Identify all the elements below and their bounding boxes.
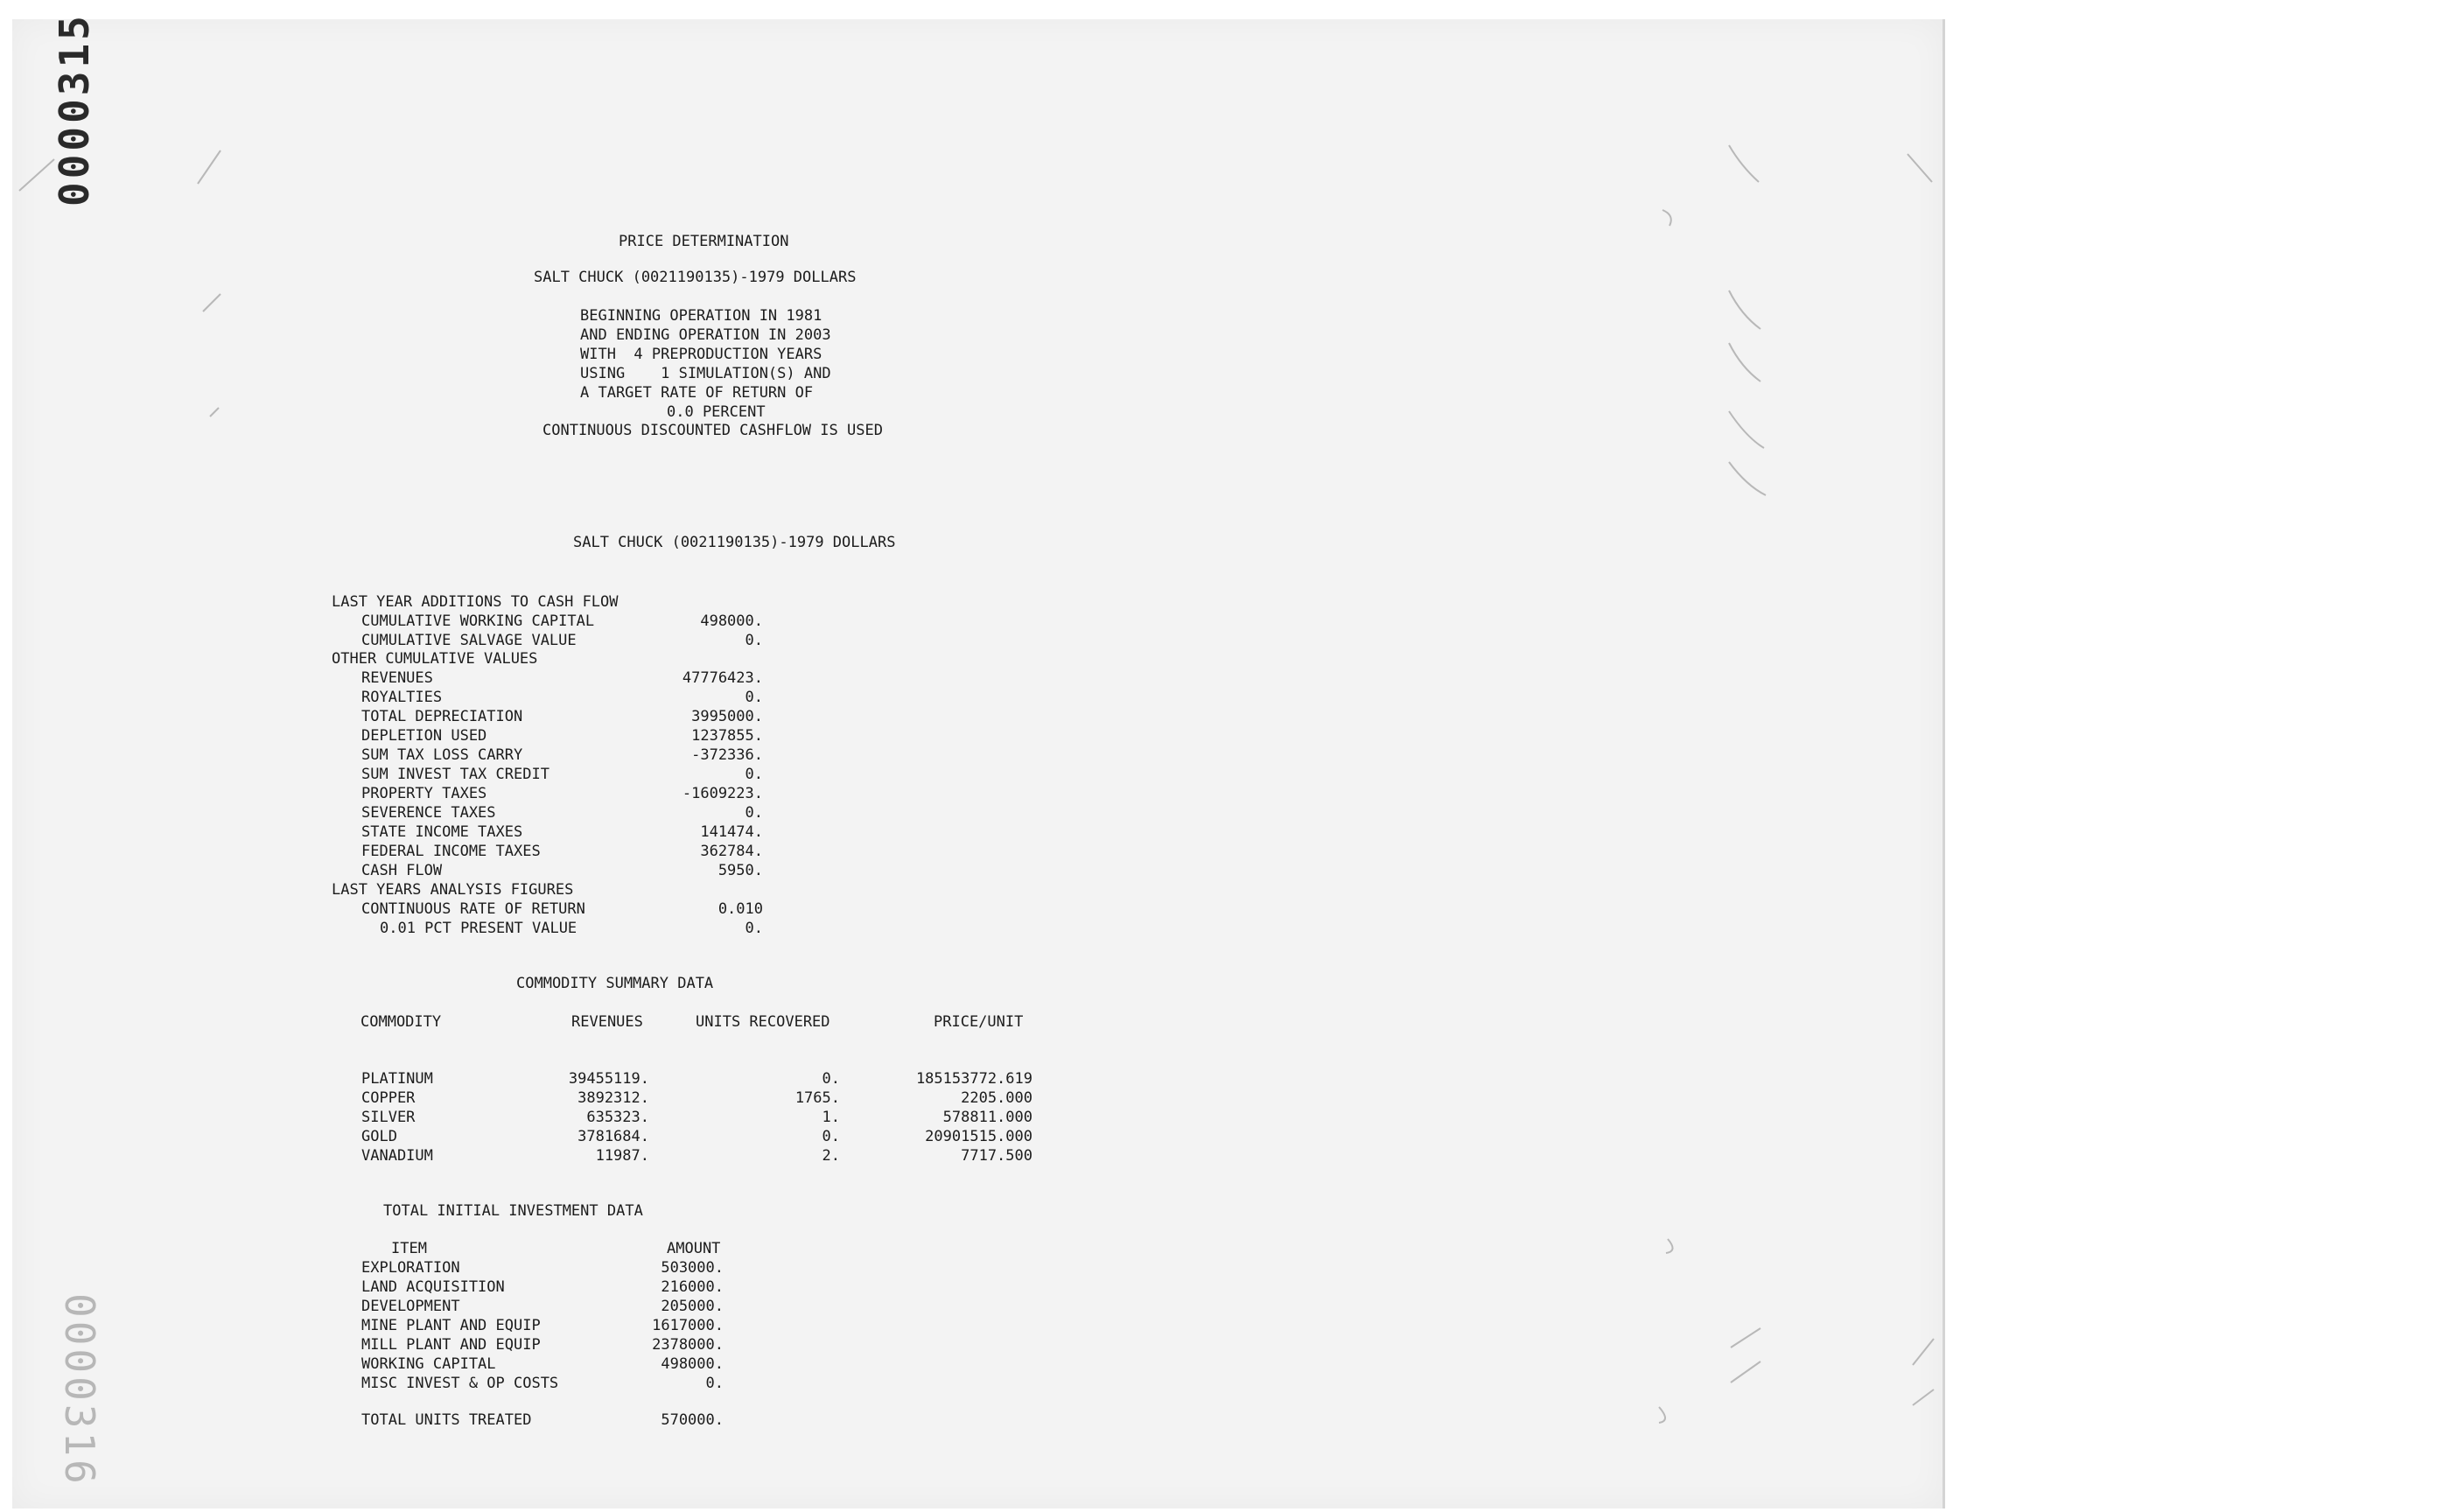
commodity-cell: PLATINUM: [361, 1070, 433, 1088]
investment-header: AMOUNT: [667, 1240, 721, 1257]
summary-label: PROPERTY TAXES: [361, 785, 487, 802]
investment-amount: 216000.: [661, 1278, 724, 1296]
commodity-title: COMMODITY SUMMARY DATA: [516, 975, 714, 992]
investment-item: WORKING CAPITAL: [361, 1355, 496, 1373]
commodity-cell: 2.: [822, 1147, 840, 1165]
commodity-cell: 11987.: [595, 1147, 649, 1165]
investment-amount: 1617000.: [652, 1317, 724, 1334]
commodity-cell: 185153772.619: [915, 1070, 1032, 1088]
commodity-cell: 39455119.: [568, 1070, 649, 1088]
summary-value: -372336.: [691, 746, 763, 764]
page-stamp-top: 0000315: [51, 12, 98, 206]
param-line: BEGINNING OPERATION IN 1981: [580, 307, 822, 325]
commodity-header: UNITS RECOVERED: [696, 1013, 830, 1031]
summary-label: ROYALTIES: [361, 689, 443, 706]
investment-amount: 205000.: [661, 1298, 724, 1315]
commodity-cell: 7717.500: [961, 1147, 1032, 1165]
summary-label: FEDERAL INCOME TAXES: [361, 843, 541, 860]
investment-amount: 0.: [705, 1375, 724, 1392]
summary-value: 141474.: [700, 823, 763, 841]
summary-label: CUMULATIVE SALVAGE VALUE: [361, 632, 577, 649]
param-line: A TARGET RATE OF RETURN OF: [580, 384, 814, 402]
summary-label: SEVERENCE TAXES: [361, 804, 496, 822]
summary-value: 362784.: [700, 843, 763, 860]
investment-item: MINE PLANT AND EQUIP: [361, 1317, 541, 1334]
summary-value: 3995000.: [691, 708, 763, 725]
summary-title: SALT CHUCK (0021190135)-1979 DOLLARS: [573, 534, 896, 551]
commodity-cell: GOLD: [361, 1128, 397, 1145]
commodity-cell: 3781684.: [578, 1128, 649, 1145]
investment-item: DEVELOPMENT: [361, 1298, 460, 1315]
param-line: WITH 4 PREPRODUCTION YEARS: [580, 346, 822, 363]
commodity-cell: 2205.000: [961, 1089, 1032, 1107]
summary-value: 5950.: [718, 862, 763, 879]
param-line: CONTINUOUS DISCOUNTED CASHFLOW IS USED: [542, 422, 883, 439]
summary-value: 0.: [745, 766, 763, 783]
summary-label: SUM INVEST TAX CREDIT: [361, 766, 550, 783]
summary-label: DEPLETION USED: [361, 727, 487, 745]
investment-item: MISC INVEST & OP COSTS: [361, 1375, 559, 1392]
commodity-cell: 0.: [822, 1128, 840, 1145]
investment-item: EXPLORATION: [361, 1259, 460, 1277]
commodity-cell: 635323.: [586, 1109, 649, 1126]
commodity-cell: 578811.000: [942, 1109, 1032, 1126]
summary-value: 0.: [745, 632, 763, 649]
summary-value: -1609223.: [682, 785, 763, 802]
commodity-cell: 1.: [822, 1109, 840, 1126]
summary-label: OTHER CUMULATIVE VALUES: [332, 650, 538, 668]
summary-value: 498000.: [700, 612, 763, 630]
summary-label: REVENUES: [361, 669, 433, 687]
commodity-cell: 3892312.: [578, 1089, 649, 1107]
total-units-label: TOTAL UNITS TREATED: [361, 1411, 532, 1429]
investment-header: ITEM: [391, 1240, 427, 1257]
summary-label: LAST YEAR ADDITIONS TO CASH FLOW: [332, 593, 619, 611]
commodity-cell: VANADIUM: [361, 1147, 433, 1165]
summary-label: STATE INCOME TAXES: [361, 823, 523, 841]
investment-item: MILL PLANT AND EQUIP: [361, 1336, 541, 1354]
commodity-header: PRICE/UNIT: [934, 1013, 1024, 1031]
summary-value: 0.: [745, 689, 763, 706]
investment-amount: 503000.: [661, 1259, 724, 1277]
investment-amount: 498000.: [661, 1355, 724, 1373]
summary-label: TOTAL DEPRECIATION: [361, 708, 523, 725]
summary-value: 47776423.: [682, 669, 763, 687]
commodity-cell: 20901515.000: [925, 1128, 1032, 1145]
page-stamp-bottom: 0000316: [56, 1293, 103, 1488]
param-line: USING 1 SIMULATION(S) AND: [580, 365, 831, 382]
investment-amount: 2378000.: [652, 1336, 724, 1354]
commodity-cell: 1765.: [794, 1089, 840, 1107]
summary-value: 0.: [745, 920, 763, 937]
summary-label: SUM TAX LOSS CARRY: [361, 746, 523, 764]
commodity-cell: SILVER: [361, 1109, 416, 1126]
commodity-header: REVENUES: [571, 1013, 643, 1031]
commodity-cell: 0.: [822, 1070, 840, 1088]
report-subtitle: SALT CHUCK (0021190135)-1979 DOLLARS: [534, 269, 857, 286]
summary-label: LAST YEARS ANALYSIS FIGURES: [332, 881, 574, 899]
summary-label: 0.01 PCT PRESENT VALUE: [380, 920, 578, 937]
param-line: AND ENDING OPERATION IN 2003: [580, 326, 831, 344]
investment-title: TOTAL INITIAL INVESTMENT DATA: [383, 1202, 643, 1220]
summary-value: 0.010: [718, 900, 763, 918]
commodity-cell: COPPER: [361, 1089, 416, 1107]
investment-item: LAND ACQUISITION: [361, 1278, 505, 1296]
commodity-header: COMMODITY: [360, 1013, 442, 1031]
total-units-value: 570000.: [661, 1411, 724, 1429]
summary-value: 1237855.: [691, 727, 763, 745]
summary-label: CONTINUOUS RATE OF RETURN: [361, 900, 585, 918]
param-line: 0.0 PERCENT: [667, 403, 766, 421]
report-title: PRICE DETERMINATION: [619, 233, 789, 250]
summary-label: CASH FLOW: [361, 862, 443, 879]
summary-value: 0.: [745, 804, 763, 822]
summary-label: CUMULATIVE WORKING CAPITAL: [361, 612, 595, 630]
